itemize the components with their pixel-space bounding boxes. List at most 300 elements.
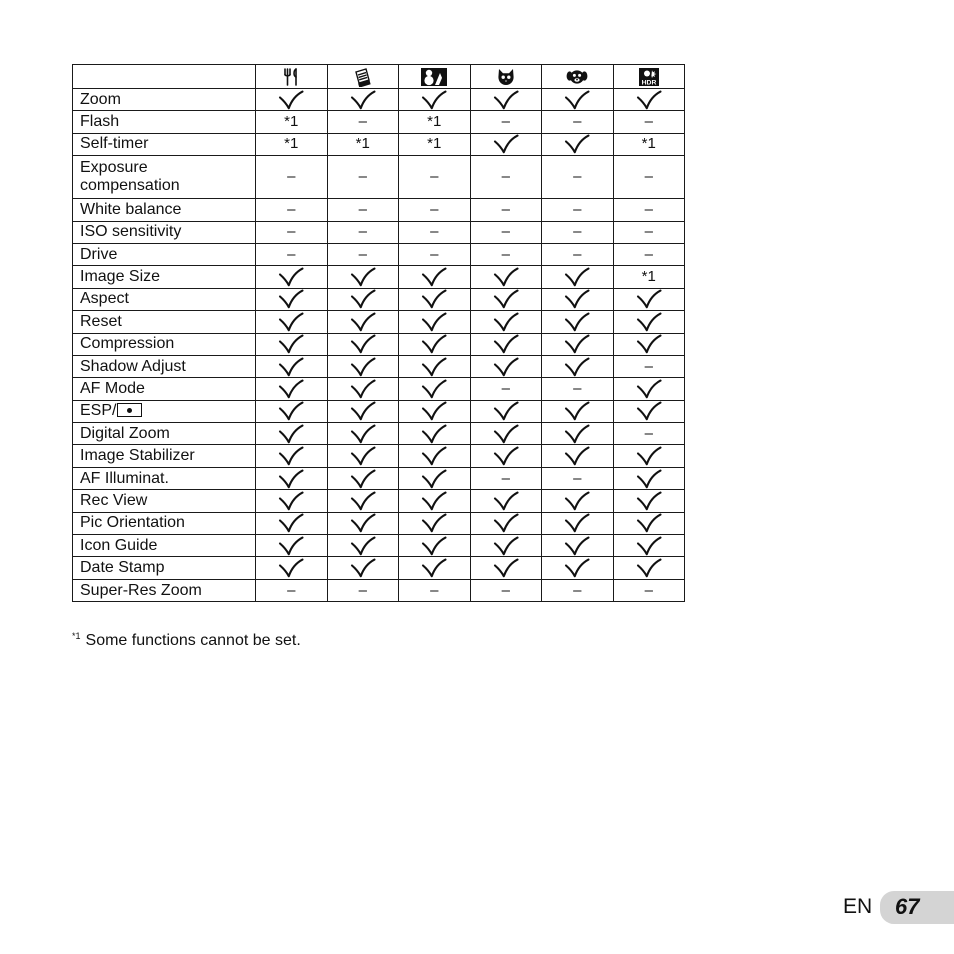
table-row bbox=[73, 400, 685, 422]
table-cell bbox=[399, 512, 471, 534]
table-cell bbox=[542, 243, 614, 265]
row-label-text: Digital Zoom bbox=[80, 424, 170, 442]
check-mark-icon bbox=[421, 267, 447, 287]
table-cell bbox=[256, 400, 328, 422]
table-cell bbox=[470, 557, 542, 579]
dash-mark: – bbox=[573, 245, 582, 263]
dash-mark: – bbox=[644, 168, 653, 186]
dash-mark: – bbox=[501, 379, 510, 397]
table-cell bbox=[470, 288, 542, 310]
footnote-ref: *1 bbox=[427, 135, 442, 153]
table-cell bbox=[399, 288, 471, 310]
table-cell bbox=[542, 311, 614, 333]
check-mark-icon bbox=[493, 491, 519, 511]
table-cell bbox=[256, 490, 328, 512]
footnote-ref: *1 bbox=[641, 268, 656, 286]
table-cell bbox=[399, 266, 471, 288]
table-cell bbox=[327, 355, 399, 377]
table-cell bbox=[542, 579, 614, 601]
check-mark-icon bbox=[278, 334, 304, 354]
language-code: EN bbox=[843, 895, 873, 918]
table-cell bbox=[470, 333, 542, 355]
check-mark-icon bbox=[421, 446, 447, 466]
row-label-text: AF Mode bbox=[80, 379, 145, 397]
row-label bbox=[73, 490, 256, 512]
row-label bbox=[73, 445, 256, 467]
row-label bbox=[73, 156, 256, 199]
table-cell bbox=[399, 400, 471, 422]
snow-icon bbox=[420, 67, 448, 87]
dash-mark: – bbox=[501, 245, 510, 263]
table-row bbox=[73, 378, 685, 400]
dash-mark: – bbox=[501, 168, 510, 186]
check-mark-icon bbox=[350, 469, 376, 489]
dash-mark: – bbox=[644, 357, 653, 375]
table-cell bbox=[542, 111, 614, 133]
function-table-body bbox=[73, 65, 685, 602]
footnote-ref: *1 bbox=[641, 135, 656, 153]
row-label-text: White balance bbox=[80, 200, 182, 218]
row-label-text: Drive bbox=[80, 245, 118, 263]
table-cell bbox=[613, 579, 685, 601]
header-cell-hdr-backlight bbox=[613, 65, 685, 89]
check-mark-icon bbox=[564, 289, 590, 309]
table-cell bbox=[327, 445, 399, 467]
table-cell bbox=[399, 378, 471, 400]
check-mark-icon bbox=[636, 469, 662, 489]
table-row bbox=[73, 557, 685, 579]
dash-mark: – bbox=[287, 581, 296, 599]
table-cell bbox=[542, 355, 614, 377]
check-mark-icon bbox=[493, 90, 519, 110]
table-cell bbox=[327, 111, 399, 133]
row-label bbox=[73, 400, 256, 422]
table-cell bbox=[613, 423, 685, 445]
table-cell bbox=[256, 111, 328, 133]
check-mark-icon bbox=[278, 357, 304, 377]
header-cell-pet-dog bbox=[542, 65, 614, 89]
check-mark-icon bbox=[278, 558, 304, 578]
check-mark-icon bbox=[564, 446, 590, 466]
row-label-text: Aspect bbox=[80, 290, 129, 308]
check-mark-icon bbox=[278, 469, 304, 489]
table-cell bbox=[613, 221, 685, 243]
check-mark-icon bbox=[636, 513, 662, 533]
check-mark-icon bbox=[350, 289, 376, 309]
header-corner-cell bbox=[73, 65, 256, 89]
table-cell bbox=[256, 266, 328, 288]
table-row bbox=[73, 133, 685, 155]
table-cell bbox=[399, 355, 471, 377]
check-mark-icon bbox=[350, 536, 376, 556]
check-mark-icon bbox=[421, 312, 447, 332]
check-mark-icon bbox=[421, 513, 447, 533]
check-mark-icon bbox=[564, 267, 590, 287]
table-cell bbox=[399, 89, 471, 111]
check-mark-icon bbox=[493, 312, 519, 332]
check-mark-icon bbox=[636, 289, 662, 309]
table-row bbox=[73, 156, 685, 199]
table-cell bbox=[542, 467, 614, 489]
check-mark-icon bbox=[493, 424, 519, 444]
footnote-ref: *1 bbox=[427, 113, 442, 131]
dash-mark: – bbox=[358, 113, 367, 131]
dash-mark: – bbox=[644, 245, 653, 263]
check-mark-icon bbox=[278, 513, 304, 533]
table-cell bbox=[399, 333, 471, 355]
check-mark-icon bbox=[564, 536, 590, 556]
dash-mark: – bbox=[430, 168, 439, 186]
check-mark-icon bbox=[278, 312, 304, 332]
row-label bbox=[73, 579, 256, 601]
table-cell bbox=[613, 557, 685, 579]
footnote-ref: *1 bbox=[355, 135, 370, 153]
table-cell bbox=[399, 467, 471, 489]
table-cell bbox=[256, 423, 328, 445]
check-mark-icon bbox=[421, 558, 447, 578]
check-mark-icon bbox=[636, 558, 662, 578]
table-cell bbox=[542, 133, 614, 155]
table-cell bbox=[470, 512, 542, 534]
row-label bbox=[73, 243, 256, 265]
table-cell bbox=[542, 557, 614, 579]
table-cell bbox=[399, 156, 471, 199]
table-cell bbox=[327, 490, 399, 512]
table-cell bbox=[542, 490, 614, 512]
table-cell bbox=[470, 156, 542, 199]
table-cell bbox=[613, 512, 685, 534]
table-cell bbox=[542, 378, 614, 400]
check-mark-icon bbox=[278, 267, 304, 287]
table-cell bbox=[542, 445, 614, 467]
check-mark-icon bbox=[636, 446, 662, 466]
row-label bbox=[73, 221, 256, 243]
row-label bbox=[73, 378, 256, 400]
table-cell bbox=[470, 378, 542, 400]
check-mark-icon bbox=[564, 424, 590, 444]
dash-mark: – bbox=[573, 379, 582, 397]
check-mark-icon bbox=[493, 401, 519, 421]
table-cell bbox=[399, 133, 471, 155]
table-cell bbox=[613, 445, 685, 467]
check-mark-icon bbox=[350, 379, 376, 399]
table-cell bbox=[542, 156, 614, 199]
table-row bbox=[73, 221, 685, 243]
dash-mark: – bbox=[644, 223, 653, 241]
table-cell bbox=[613, 89, 685, 111]
table-cell bbox=[613, 266, 685, 288]
dash-mark: – bbox=[358, 581, 367, 599]
check-mark-icon bbox=[278, 401, 304, 421]
table-row bbox=[73, 535, 685, 557]
check-mark-icon bbox=[350, 424, 376, 444]
table-cell bbox=[470, 311, 542, 333]
check-mark-icon bbox=[564, 334, 590, 354]
check-mark-icon bbox=[493, 558, 519, 578]
table-cell bbox=[399, 199, 471, 221]
check-mark-icon bbox=[278, 289, 304, 309]
check-mark-icon bbox=[421, 491, 447, 511]
table-cell bbox=[613, 400, 685, 422]
pet-dog-icon bbox=[566, 67, 588, 87]
row-label-text: Zoom bbox=[80, 90, 121, 108]
row-label bbox=[73, 89, 256, 111]
table-cell bbox=[470, 490, 542, 512]
check-mark-icon bbox=[278, 446, 304, 466]
check-mark-icon bbox=[493, 289, 519, 309]
check-mark-icon bbox=[493, 357, 519, 377]
dash-mark: – bbox=[573, 168, 582, 186]
row-label-text: Shadow Adjust bbox=[80, 357, 186, 375]
check-mark-icon bbox=[350, 357, 376, 377]
check-mark-icon bbox=[493, 536, 519, 556]
table-cell bbox=[613, 288, 685, 310]
dash-mark: – bbox=[430, 223, 439, 241]
table-row bbox=[73, 512, 685, 534]
table-cell bbox=[256, 221, 328, 243]
dash-mark: – bbox=[501, 581, 510, 599]
table-cell bbox=[613, 243, 685, 265]
table-row bbox=[73, 243, 685, 265]
dash-mark: – bbox=[501, 113, 510, 131]
check-mark-icon bbox=[421, 469, 447, 489]
check-mark-icon bbox=[350, 446, 376, 466]
footnote-text: Some functions cannot be set. bbox=[85, 632, 301, 649]
table-cell bbox=[613, 355, 685, 377]
table-cell bbox=[613, 111, 685, 133]
row-label-text: Flash bbox=[80, 113, 120, 131]
check-mark-icon bbox=[636, 334, 662, 354]
table-cell bbox=[327, 378, 399, 400]
dash-mark: – bbox=[573, 581, 582, 599]
table-cell bbox=[613, 490, 685, 512]
table-cell bbox=[613, 378, 685, 400]
table-cell bbox=[327, 133, 399, 155]
table-cell bbox=[327, 557, 399, 579]
table-cell bbox=[542, 199, 614, 221]
dash-mark: – bbox=[287, 200, 296, 218]
check-mark-icon bbox=[350, 312, 376, 332]
check-mark-icon bbox=[564, 90, 590, 110]
table-cell bbox=[399, 111, 471, 133]
dash-mark: – bbox=[644, 200, 653, 218]
check-mark-icon bbox=[564, 558, 590, 578]
table-cell bbox=[256, 557, 328, 579]
dash-mark: – bbox=[358, 245, 367, 263]
table-cell bbox=[613, 156, 685, 199]
table-cell bbox=[256, 199, 328, 221]
table-cell bbox=[256, 156, 328, 199]
check-mark-icon bbox=[350, 491, 376, 511]
table-cell bbox=[542, 423, 614, 445]
table-cell bbox=[470, 445, 542, 467]
table-row bbox=[73, 288, 685, 310]
row-label bbox=[73, 333, 256, 355]
dash-mark: – bbox=[573, 469, 582, 487]
row-label bbox=[73, 266, 256, 288]
table-cell bbox=[542, 89, 614, 111]
table-row bbox=[73, 490, 685, 512]
hdr-backlight-icon bbox=[638, 67, 660, 87]
row-label-line: compensation bbox=[80, 177, 180, 195]
row-label bbox=[73, 288, 256, 310]
cuisine-icon bbox=[281, 67, 301, 87]
check-mark-icon bbox=[278, 424, 304, 444]
row-label bbox=[73, 512, 256, 534]
row-label bbox=[73, 311, 256, 333]
table-cell bbox=[470, 579, 542, 601]
dash-mark: – bbox=[644, 581, 653, 599]
page-number: 67 bbox=[895, 894, 920, 919]
check-mark-icon bbox=[636, 401, 662, 421]
check-mark-icon bbox=[493, 134, 519, 154]
table-cell bbox=[399, 221, 471, 243]
table-cell bbox=[327, 311, 399, 333]
table-row bbox=[73, 333, 685, 355]
table-cell bbox=[256, 243, 328, 265]
dash-mark: – bbox=[501, 200, 510, 218]
table-cell bbox=[542, 512, 614, 534]
check-mark-icon bbox=[564, 357, 590, 377]
check-mark-icon bbox=[564, 491, 590, 511]
check-mark-icon bbox=[636, 491, 662, 511]
check-mark-icon bbox=[421, 424, 447, 444]
row-label-text: Date Stamp bbox=[80, 559, 165, 577]
table-row bbox=[73, 355, 685, 377]
check-mark-icon bbox=[421, 289, 447, 309]
table-cell bbox=[470, 400, 542, 422]
row-label bbox=[73, 199, 256, 221]
table-cell bbox=[256, 579, 328, 601]
table-cell bbox=[327, 579, 399, 601]
row-label bbox=[73, 111, 256, 133]
table-cell bbox=[399, 490, 471, 512]
footnote-marker: *1 bbox=[72, 631, 81, 641]
table-cell bbox=[327, 467, 399, 489]
table-cell bbox=[256, 535, 328, 557]
table-cell bbox=[542, 266, 614, 288]
check-mark-icon bbox=[350, 401, 376, 421]
row-label bbox=[73, 557, 256, 579]
documents-icon bbox=[353, 67, 373, 87]
table-row bbox=[73, 445, 685, 467]
check-mark-icon bbox=[421, 536, 447, 556]
table-cell bbox=[399, 311, 471, 333]
check-mark-icon bbox=[350, 334, 376, 354]
table-cell bbox=[327, 221, 399, 243]
dash-mark: – bbox=[644, 113, 653, 131]
table-cell bbox=[327, 512, 399, 534]
row-label bbox=[73, 467, 256, 489]
table-cell bbox=[542, 221, 614, 243]
table-cell bbox=[542, 288, 614, 310]
check-mark-icon bbox=[564, 134, 590, 154]
row-label-text: ISO sensitivity bbox=[80, 223, 182, 241]
row-label-text: Reset bbox=[80, 312, 122, 330]
check-mark-icon bbox=[350, 90, 376, 110]
dash-mark: – bbox=[573, 223, 582, 241]
row-label-text: Pic Orientation bbox=[80, 514, 185, 532]
table-cell bbox=[399, 579, 471, 601]
footnote-ref: *1 bbox=[284, 113, 299, 131]
spot-metering-icon bbox=[117, 403, 142, 417]
table-cell bbox=[327, 89, 399, 111]
table-row bbox=[73, 311, 685, 333]
table-cell bbox=[399, 535, 471, 557]
check-mark-icon bbox=[421, 401, 447, 421]
table-cell bbox=[256, 133, 328, 155]
dash-mark: – bbox=[644, 424, 653, 442]
table-cell bbox=[327, 423, 399, 445]
dash-mark: – bbox=[430, 245, 439, 263]
table-cell bbox=[399, 557, 471, 579]
check-mark-icon bbox=[493, 334, 519, 354]
row-label-text: AF Illuminat. bbox=[80, 469, 169, 487]
dash-mark: – bbox=[501, 223, 510, 241]
table-row bbox=[73, 111, 685, 133]
table-cell bbox=[470, 221, 542, 243]
check-mark-icon bbox=[493, 446, 519, 466]
table-cell bbox=[613, 199, 685, 221]
table-cell bbox=[470, 266, 542, 288]
row-label bbox=[73, 133, 256, 155]
table-cell bbox=[327, 288, 399, 310]
row-label bbox=[73, 423, 256, 445]
dash-mark: – bbox=[358, 223, 367, 241]
table-cell bbox=[256, 467, 328, 489]
check-mark-icon bbox=[564, 312, 590, 332]
row-label-text: Compression bbox=[80, 335, 175, 353]
row-label-text: Image Stabilizer bbox=[80, 447, 195, 465]
table-cell bbox=[327, 535, 399, 557]
dash-mark: – bbox=[430, 581, 439, 599]
row-label bbox=[73, 535, 256, 557]
table-cell bbox=[327, 199, 399, 221]
footnote-ref: *1 bbox=[284, 135, 299, 153]
dash-mark: – bbox=[573, 200, 582, 218]
table-cell bbox=[470, 535, 542, 557]
check-mark-icon bbox=[278, 90, 304, 110]
table-cell bbox=[327, 156, 399, 199]
table-row bbox=[73, 266, 685, 288]
table-row bbox=[73, 579, 685, 601]
dash-mark: – bbox=[501, 469, 510, 487]
table-cell bbox=[327, 333, 399, 355]
row-label-text: Rec View bbox=[80, 491, 148, 509]
table-cell bbox=[256, 311, 328, 333]
check-mark-icon bbox=[564, 513, 590, 533]
table-cell bbox=[613, 133, 685, 155]
row-label-text: Image Size bbox=[80, 268, 161, 286]
table-cell bbox=[470, 89, 542, 111]
check-mark-icon bbox=[350, 513, 376, 533]
table-cell bbox=[613, 333, 685, 355]
table-cell bbox=[542, 400, 614, 422]
check-mark-icon bbox=[493, 513, 519, 533]
table-cell bbox=[470, 243, 542, 265]
table-cell bbox=[542, 333, 614, 355]
row-label-text: Super-Res Zoom bbox=[80, 581, 202, 599]
table-cell bbox=[327, 400, 399, 422]
table-cell bbox=[613, 311, 685, 333]
table-cell bbox=[470, 423, 542, 445]
check-mark-icon bbox=[350, 267, 376, 287]
dash-mark: – bbox=[287, 223, 296, 241]
row-label-text: Self-timer bbox=[80, 135, 149, 153]
check-mark-icon bbox=[421, 357, 447, 377]
check-mark-icon bbox=[636, 536, 662, 556]
table-row bbox=[73, 467, 685, 489]
